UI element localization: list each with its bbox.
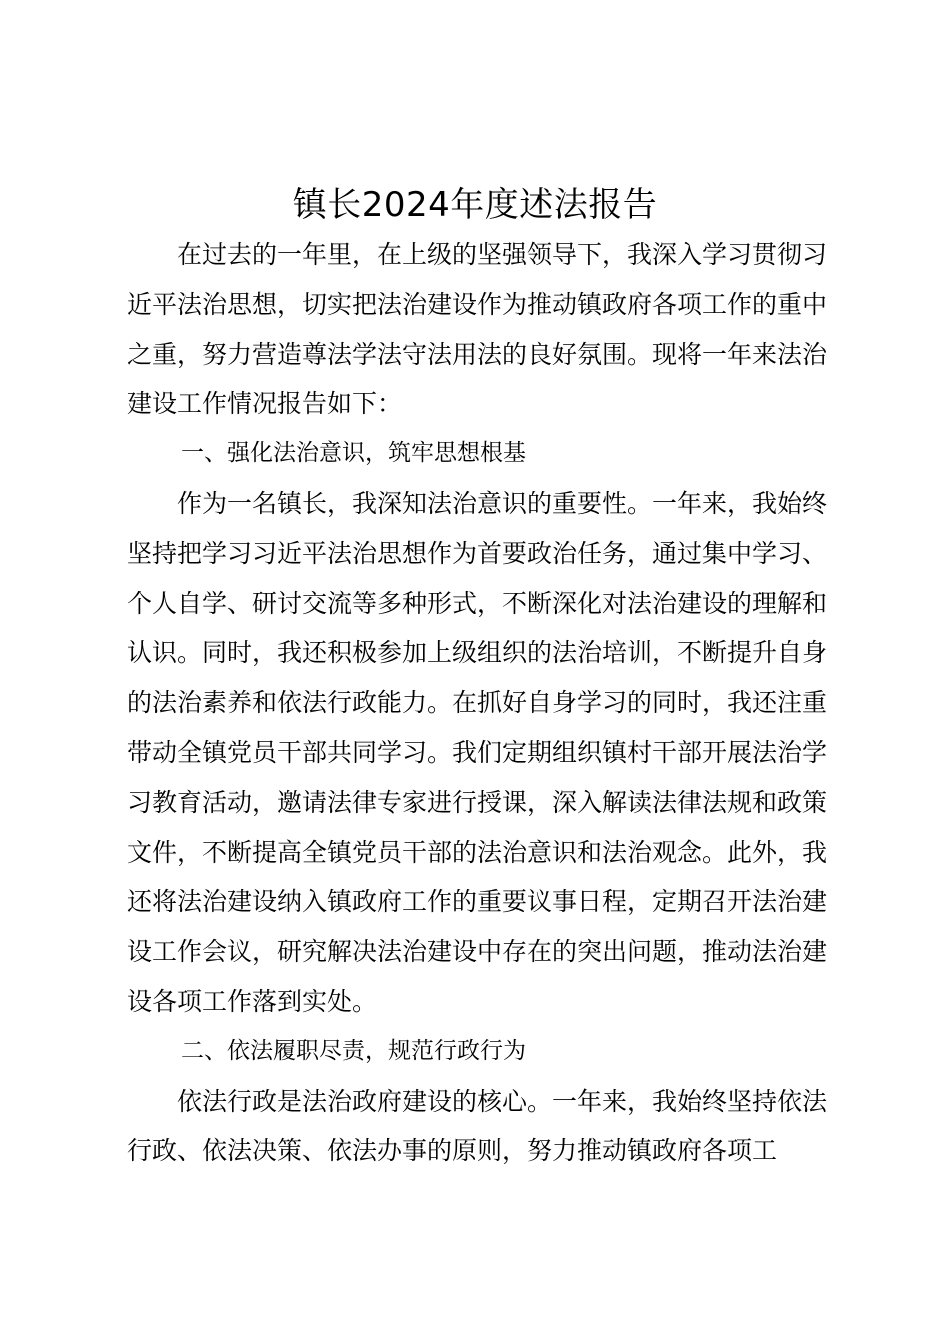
section-2-paragraph: 依法行政是法治政府建设的核心。一年来，我始终坚持依法行政、依法决策、依法办事的原则，努力推动镇政府各项工 (127, 1086, 828, 1166)
document-body (127, 230, 827, 1176)
section-1-paragraph: 作为一名镇长，我深知法治意识的重要性。一年来，我始终坚持把学习习近平法治思想作为首要政治任务，通过集中学习、个人自学、研讨交流等多种形式，不断深化对法治建设的理解和认识。同时，我还积极参加上级组织的法治培训，不断提升自身的法治素养和依法行政能力。在抓好自身学习的同时，我还注重带动全镇党员干部共同学习。我们定期组织镇村干部开展法治学习教育活动，邀请法律专家进行授课，深入解读法律法规和政策文件，不断提高全镇党员干部的法治意识和法治观念。此外，我还将法治建设纳入镇政府工作的重要议事日程，定期召开法治建设工作会议，研究解决法治建设中存在的突出问题，推动法治建设各项工作落到实处。 (127, 488, 828, 1016)
intro-paragraph: 在过去的一年里，在上级的坚强领导下，我深入学习贯彻习近平法治思想，切实把法治建设作为推动镇政府各项工作的重中之重，努力营造尊法学法守法用法的良好氛围。现将一年来法治建设工作情况报告如下： (127, 240, 828, 419)
section-1-heading: 一、强化法治意识，筑牢思想根基 (181, 440, 526, 467)
section-2-heading: 二、依法履职尽责，规范行政行为 (181, 1037, 526, 1064)
document-title: 镇长2024年度述法报告 (292, 185, 658, 225)
